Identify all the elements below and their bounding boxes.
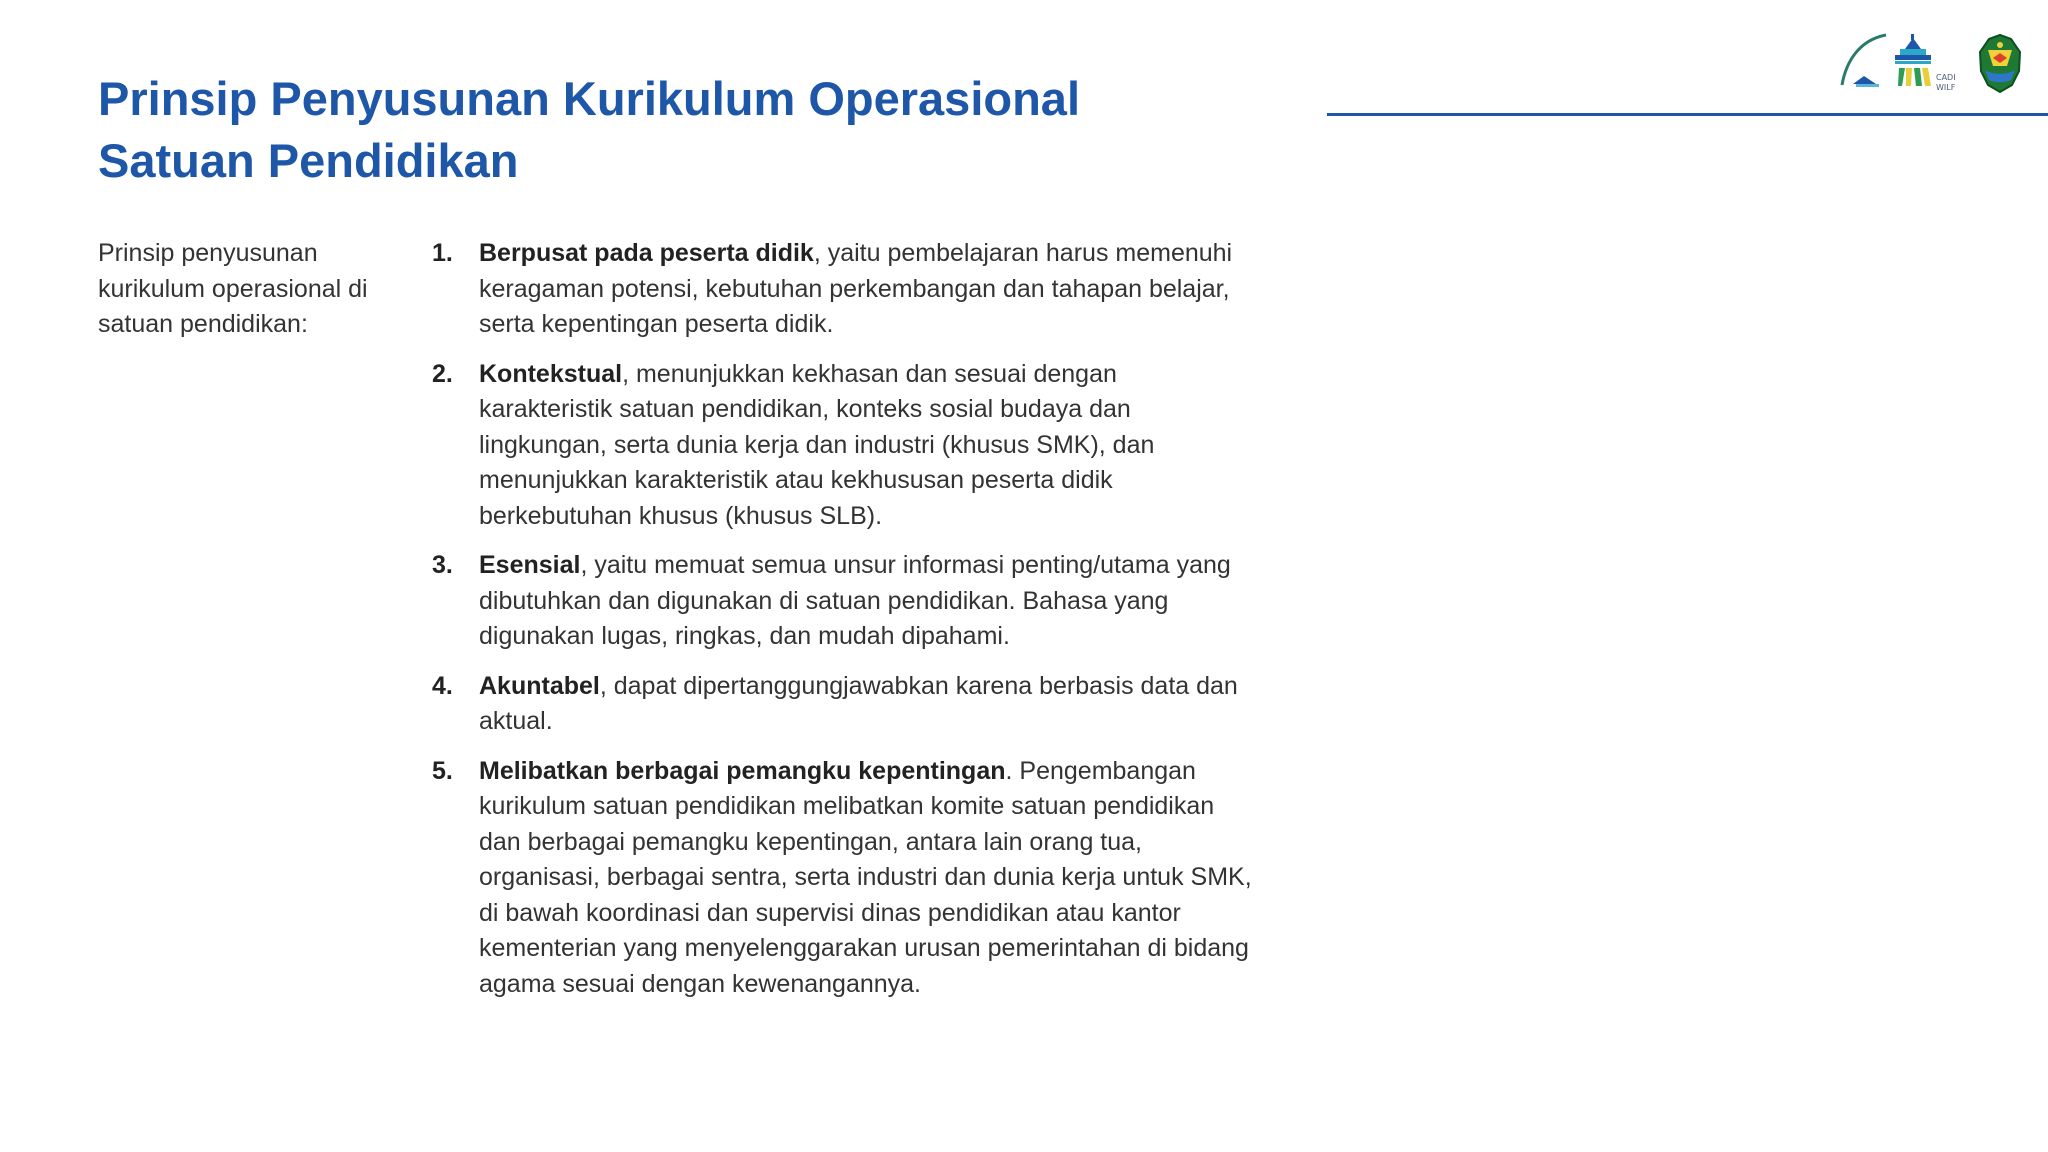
principle-term: Melibatkan berbagai pemangku kepentingan: [479, 756, 1006, 785]
principle-description: , yaitu pembelajaran harus memenuhi keragaman potensi, kebutuhan perkembangan dan tahapan belajar, serta kepentingan peserta didik.: [479, 239, 1233, 338]
principle-number: 3.: [432, 551, 453, 579]
principle-number: 2.: [432, 359, 453, 388]
page-title: [98, 68, 1278, 192]
principle-term: Akuntabel: [479, 671, 600, 700]
principle-description: , menunjukkan kekhasan dan sesuai dengan karakteristik satuan pendidikan, konteks sosial budaya dan lingkungan, serta dunia kerja dan industri (khusus SMK), dan menunjukkan karakteristik atau kekhususan peserta didik berkebutuhan khusus (khusus SLB).: [479, 359, 1155, 530]
principle-term: Esensial: [479, 551, 581, 579]
principle-item: [432, 357, 1252, 535]
principle-item: [432, 236, 1252, 343]
principle-number: 5.: [432, 756, 453, 785]
principle-description: . Pengembangan kurikulum satuan pendidikan melibatkan komite satuan pendidikan dan berbagai pemangku kepentingan, antara lain orang tua, organisasi, berbagai sentra, serta industri dan dunia kerja untuk SMK, di bawah koordinasi dan supervisi dinas pendidikan atau kantor kementerian yang menyelenggarakan urusan pemerintahan di bidang agama sesuai dengan kewenangannya.: [479, 756, 1252, 998]
principle-item: [432, 548, 1252, 655]
principle-term: Berpusat pada peserta didik: [479, 239, 814, 267]
logo-group: [1836, 28, 2026, 96]
gedung-sate-logo-icon: [1895, 34, 1956, 92]
page-title-line-2: Satuan Pendidikan: [98, 134, 519, 187]
principle-number: 1.: [432, 239, 453, 267]
intro-text: Prinsip penyusunan kurikulum operasional di satuan pendidikan:: [98, 239, 368, 338]
header-divider: [1327, 113, 2048, 116]
svg-text:WILF: WILF: [1936, 83, 1956, 92]
principle-description: , dapat dipertanggungjawabkan karena berbasis data dan aktual.: [479, 671, 1238, 735]
principle-item: [432, 754, 1252, 1003]
page-title-line-1: Prinsip Penyusunan Kurikulum Operasional: [98, 72, 1080, 125]
logo-group-graphic: [1836, 28, 2026, 96]
svg-text:CADI: CADI: [1936, 73, 1956, 82]
principle-term: Kontekstual: [479, 359, 623, 388]
principles-list: [432, 236, 1252, 1016]
principle-number: 4.: [432, 671, 453, 700]
arc-logo-mark-icon: [1842, 35, 1886, 87]
west-java-emblem-icon: [1980, 35, 2020, 92]
principle-item: [432, 669, 1252, 740]
principle-description: , yaitu memuat semua unsur informasi penting/utama yang dibutuhkan dan digunakan di satuan pendidikan. Bahasa yang digunakan lugas, ringkas, dan mudah dipahami.: [479, 551, 1231, 650]
